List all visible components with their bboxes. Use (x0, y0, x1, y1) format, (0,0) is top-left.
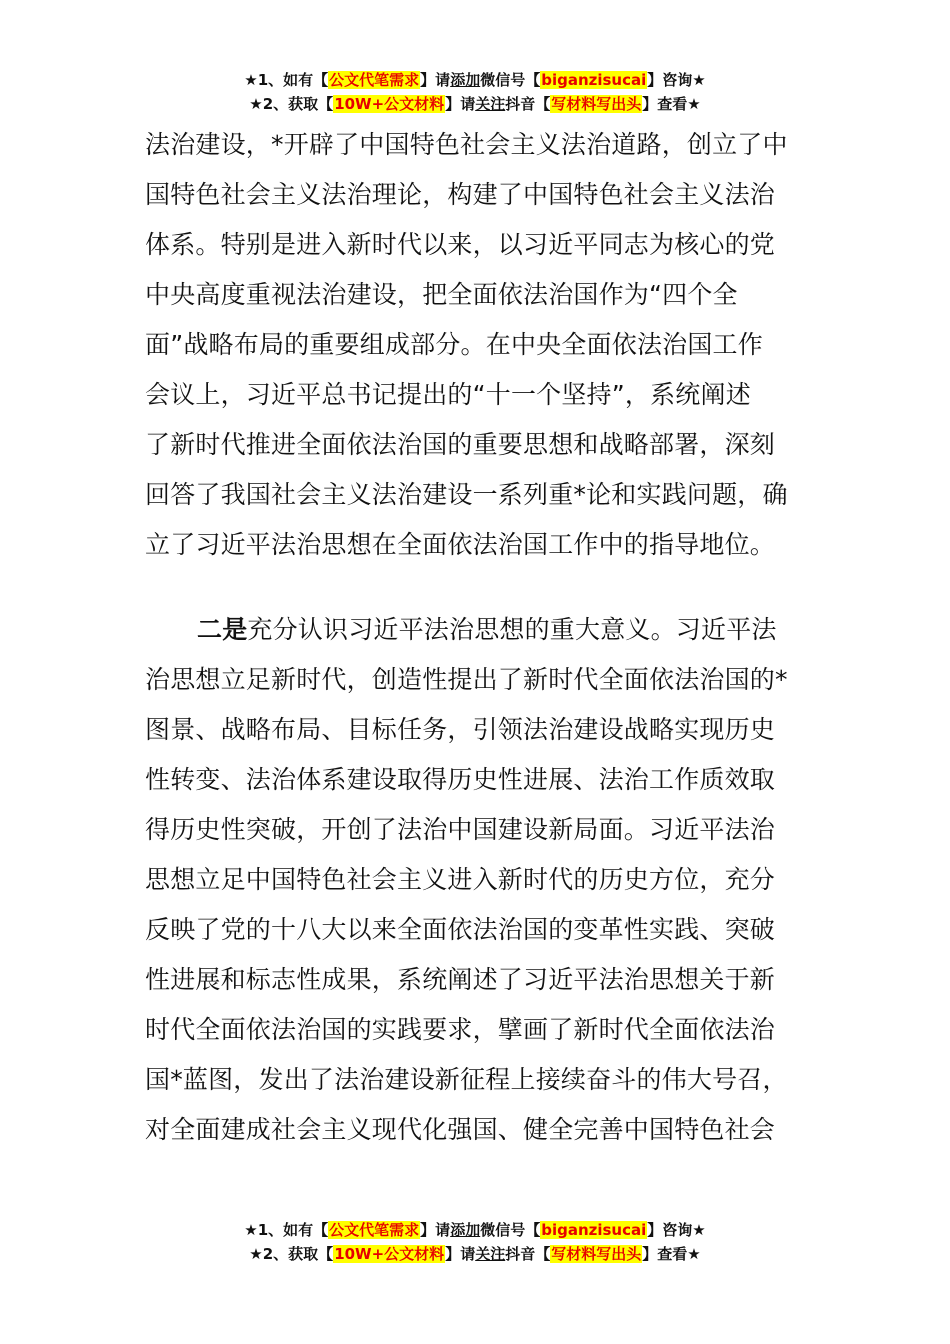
paragraph-line: 国特色社会主义法治理论，构建了中国特色社会主义法治 (145, 180, 776, 209)
paragraph-line: 国*蓝图，发出了法治建设新征程上接续奋斗的伟大号召， (145, 1065, 788, 1094)
footer-highlight-service: 公文代笔需求 (329, 1221, 420, 1239)
paragraph-line: 中央高度重视法治建设，把全面依法治国作为“四个全 (145, 280, 738, 309)
footer-banner (0, 1218, 950, 1266)
footer-line-1 (0, 1218, 950, 1242)
paragraph-1 (145, 120, 805, 570)
header-line-1-suffix: 】咨询★ (647, 71, 706, 89)
footer-line-1-mid: 】请 (420, 1221, 451, 1239)
header-highlight-materials: 10W+公文材料 (334, 95, 445, 113)
footer-underlined-add: 添加 (450, 1221, 481, 1239)
paragraph-first-line-text: 充分认识习近平法治思想的重大意义。习近平法 (247, 615, 777, 644)
header-line-1-prefix: ★1、如有【 (244, 71, 329, 89)
footer-line-2-suffix: 】查看★ (642, 1245, 701, 1263)
header-line-1-mid2: 微信号【 (480, 71, 541, 89)
footer-highlight-douyin: 写材料写出头 (551, 1245, 642, 1263)
paragraph-line: 思想立足中国特色社会主义进入新时代的历史方位，充分 (145, 865, 776, 894)
header-banner (0, 68, 950, 116)
header-highlight-wechat-id: biganzisucai (541, 71, 647, 89)
paragraph-line: 时代全面依法治国的实践要求，擘画了新时代全面依法治 (145, 1015, 776, 1044)
header-underlined-add: 添加 (450, 71, 481, 89)
paragraph-line: 立了习近平法治思想在全面依法治国工作中的指导地位。 (145, 530, 776, 559)
paragraph-lead-label: 二是 (197, 615, 248, 644)
paragraph-line: 图景、战略布局、目标任务，引领法治建设战略实现历史 (145, 715, 776, 744)
header-highlight-douyin: 写材料写出头 (551, 95, 642, 113)
paragraph-line: 回答了我国社会主义法治建设一系列重*论和实践问题，确 (145, 480, 788, 509)
paragraph-line: 法治建设，*开辟了中国特色社会主义法治道路，创立了中 (145, 130, 788, 159)
header-line-2-suffix: 】查看★ (642, 95, 701, 113)
header-highlight-service: 公文代笔需求 (329, 71, 420, 89)
footer-line-1-suffix: 】咨询★ (647, 1221, 706, 1239)
footer-highlight-wechat-id: biganzisucai (541, 1221, 647, 1239)
paragraph-line: 反映了党的十八大以来全面依法治国的变革性实践、突破 (145, 915, 776, 944)
paragraph-first-line (145, 605, 805, 655)
footer-line-1-mid2: 微信号【 (480, 1221, 541, 1239)
paragraph-line: 得历史性突破，开创了法治中国建设新局面。习近平法治 (145, 815, 776, 844)
paragraph-line: 了新时代推进全面依法治国的重要思想和战略部署，深刻 (145, 430, 776, 459)
header-line-2 (0, 92, 950, 116)
paragraph-line: 面”战略布局的重要组成部分。在中央全面依法治国工作 (145, 330, 763, 359)
footer-line-2-mid: 】请 (445, 1245, 476, 1263)
footer-line-2 (0, 1242, 950, 1266)
header-line-1-mid: 】请 (420, 71, 451, 89)
paragraph-line: 会议上，习近平总书记提出的“十一个坚持”，系统阐述 (145, 380, 751, 409)
paragraph-line: 性进展和标志性成果，系统阐述了习近平法治思想关于新 (145, 965, 776, 994)
header-underlined-follow: 关注 (475, 95, 506, 113)
header-line-2-mid2: 抖音【 (505, 95, 551, 113)
paragraph-line: 性转变、法治体系建设取得历史性进展、法治工作质效取 (145, 765, 776, 794)
header-line-2-mid: 】请 (445, 95, 476, 113)
paragraph-line: 对全面建成社会主义现代化强国、健全完善中国特色社会 (145, 1115, 776, 1144)
footer-line-1-prefix: ★1、如有【 (244, 1221, 329, 1239)
footer-highlight-materials: 10W+公文材料 (334, 1245, 445, 1263)
paragraph-line: 体系。特别是进入新时代以来，以习近平同志为核心的党 (145, 230, 776, 259)
paragraph-2 (145, 605, 805, 1155)
footer-underlined-follow: 关注 (475, 1245, 506, 1263)
footer-line-2-prefix: ★2、获取【 (249, 1245, 334, 1263)
footer-line-2-mid2: 抖音【 (505, 1245, 551, 1263)
header-line-2-prefix: ★2、获取【 (249, 95, 334, 113)
header-line-1 (0, 68, 950, 92)
paragraph-line: 治思想立足新时代，创造性提出了新时代全面依法治国的* (145, 665, 788, 694)
